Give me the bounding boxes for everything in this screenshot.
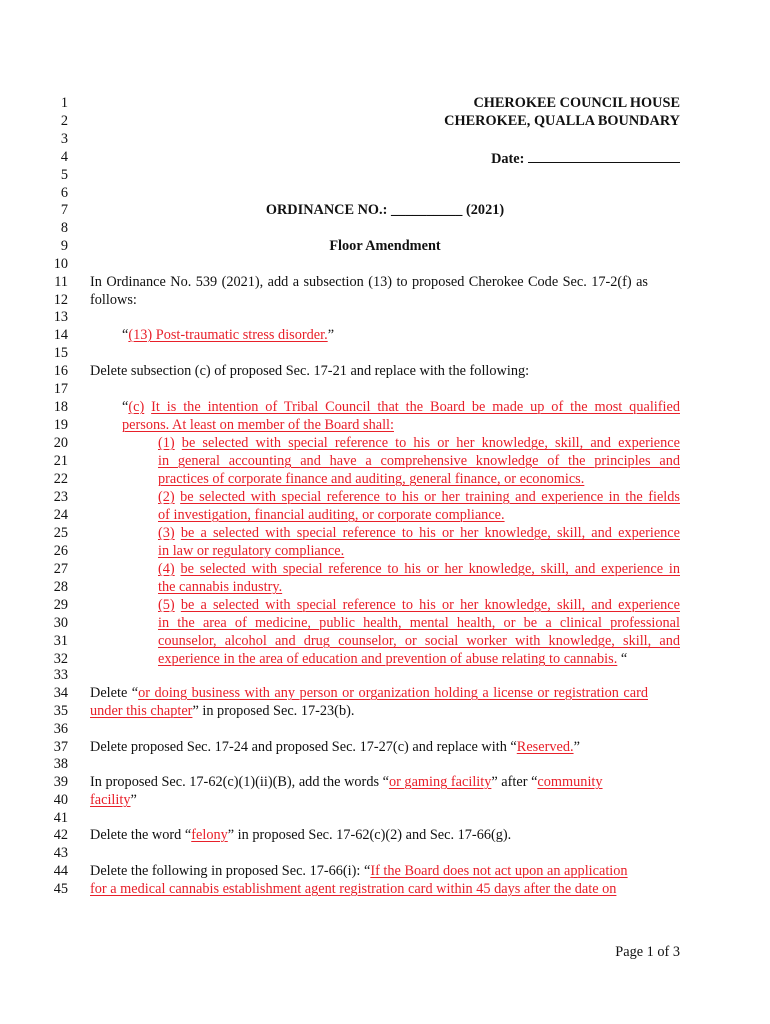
line-number: 6 bbox=[60, 185, 68, 201]
paragraph-5-line-40: facility” bbox=[90, 792, 137, 808]
line-number: 23 bbox=[53, 489, 68, 505]
paragraph-6: Delete the word “felony” in proposed Sec. 17-62(c)(2) and Sec. 17-66(g). bbox=[90, 827, 512, 843]
line-number: 27 bbox=[53, 561, 68, 577]
line-number: 30 bbox=[53, 615, 68, 631]
item-1-line-21: in general accounting and have a comprehensive knowledge of the principles and bbox=[158, 453, 680, 469]
line-number: 33 bbox=[53, 667, 68, 683]
paragraph-3-line-35: under this chapter” in proposed Sec. 17-23(b). bbox=[90, 703, 355, 719]
quote-13-ptsd: “(13) Post-traumatic stress disorder.” bbox=[122, 327, 335, 343]
line-number: 12 bbox=[53, 292, 68, 308]
quote-c-line-18: “(c) It is the intention of Tribal Council that the Board be made up of the most qualified bbox=[122, 399, 680, 415]
line-number: 37 bbox=[53, 739, 68, 755]
line-number: 10 bbox=[53, 256, 68, 272]
line-number: 15 bbox=[53, 345, 68, 361]
paragraph-1-line-1: In Ordinance No. 539 (2021), add a subsection (13) to proposed Cherokee Code Sec. 17-2(f) as bbox=[90, 274, 648, 290]
line-number: 45 bbox=[53, 881, 68, 897]
line-number: 40 bbox=[53, 792, 68, 808]
item-5-line-30: in the area of medicine, public health, mental health, or be a clinical professional bbox=[158, 615, 680, 631]
line-number: 21 bbox=[53, 453, 68, 469]
line-number: 16 bbox=[53, 363, 68, 379]
line-number: 3 bbox=[60, 131, 68, 147]
line-number: 8 bbox=[60, 220, 68, 236]
line-number: 42 bbox=[53, 827, 68, 843]
line-number: 32 bbox=[53, 651, 68, 667]
page-number: Page 1 of 3 bbox=[615, 944, 680, 960]
item-2-line-23: (2) be selected with special reference to his or her training and experience in the fields bbox=[158, 489, 680, 505]
item-3-line-25: (3) be a selected with special reference to his or her knowledge, skill, and experience bbox=[158, 525, 680, 541]
line-number: 24 bbox=[53, 507, 68, 523]
line-number: 5 bbox=[60, 167, 68, 183]
date-blank bbox=[528, 148, 680, 163]
line-number: 41 bbox=[53, 810, 68, 826]
paragraph-3-line-34: Delete “or doing business with any person or organization holding a license or registration card bbox=[90, 685, 648, 701]
paragraph-7-line-45: for a medical cannabis establishment agent registration card within 45 days after the date on bbox=[90, 881, 617, 897]
line-number: 28 bbox=[53, 579, 68, 595]
line-number: 4 bbox=[60, 149, 68, 165]
paragraph-5-line-39: In proposed Sec. 17-62(c)(1)(ii)(B), add the words “or gaming facility” after “community bbox=[90, 774, 603, 790]
line-number: 19 bbox=[53, 417, 68, 433]
line-number: 35 bbox=[53, 703, 68, 719]
item-1-line-20: (1) be selected with special reference to his or her knowledge, skill, and experience bbox=[158, 435, 680, 451]
paragraph-7-line-44: Delete the following in proposed Sec. 17-66(i): “If the Board does not act upon an application bbox=[90, 863, 628, 879]
item-4-line-27: (4) be selected with special reference to his or her knowledge, skill, and experience in bbox=[158, 561, 680, 577]
line-number: 31 bbox=[53, 633, 68, 649]
date-label: Date: bbox=[491, 151, 525, 167]
line-number: 29 bbox=[53, 597, 68, 613]
line-number: 11 bbox=[54, 274, 68, 290]
line-number: 44 bbox=[53, 863, 68, 879]
ordinance-subtitle: Floor Amendment bbox=[329, 238, 441, 254]
item-1-line-22: practices of corporate finance and auditing, general finance, or economics. bbox=[158, 471, 585, 487]
date-line bbox=[491, 148, 680, 168]
paragraph-4: Delete proposed Sec. 17-24 and proposed Sec. 17-27(c) and replace with “Reserved.” bbox=[90, 739, 580, 755]
line-number: 2 bbox=[60, 113, 68, 129]
line-number: 14 bbox=[53, 327, 68, 343]
line-number: 20 bbox=[53, 435, 68, 451]
ordinance-title: ORDINANCE NO.: __________ (2021) bbox=[265, 202, 505, 218]
item-2-line-24: of investigation, financial auditing, or corporate compliance. bbox=[158, 507, 505, 523]
line-number: 36 bbox=[53, 721, 68, 737]
item-4-line-28: the cannabis industry. bbox=[158, 579, 283, 595]
line-number: 7 bbox=[60, 202, 68, 218]
item-3-line-26: in law or regulatory compliance. bbox=[158, 543, 345, 559]
header-line-2: CHEROKEE, QUALLA BOUNDARY bbox=[444, 113, 680, 129]
paragraph-2: Delete subsection (c) of proposed Sec. 17-21 and replace with the following: bbox=[90, 363, 530, 379]
line-number: 18 bbox=[53, 399, 68, 415]
paragraph-1-line-2: follows: bbox=[90, 292, 137, 308]
line-number: 43 bbox=[53, 845, 68, 861]
line-number: 17 bbox=[53, 381, 68, 397]
line-number: 1 bbox=[60, 95, 68, 111]
line-number: 38 bbox=[53, 756, 68, 772]
item-5-line-31: counselor, alcohol and drug counselor, or social worker with knowledge, skill, and bbox=[158, 633, 680, 649]
line-number: 26 bbox=[53, 543, 68, 559]
item-5-line-32: experience in the area of education and prevention of abuse relating to cannabis. “ bbox=[158, 651, 628, 667]
quote-c-line-19: persons. At least on member of the Board shall: bbox=[122, 417, 394, 433]
line-number: 34 bbox=[53, 685, 68, 701]
line-number: 9 bbox=[60, 238, 68, 254]
line-number: 25 bbox=[53, 525, 68, 541]
line-number: 13 bbox=[53, 309, 68, 325]
item-5-line-29: (5) be a selected with special reference to his or her knowledge, skill, and experience bbox=[158, 597, 680, 613]
line-number: 39 bbox=[53, 774, 68, 790]
line-number: 22 bbox=[53, 471, 68, 487]
header-line-1: CHEROKEE COUNCIL HOUSE bbox=[473, 95, 680, 111]
inserted-text: (13) Post-traumatic stress disorder. bbox=[128, 327, 328, 343]
